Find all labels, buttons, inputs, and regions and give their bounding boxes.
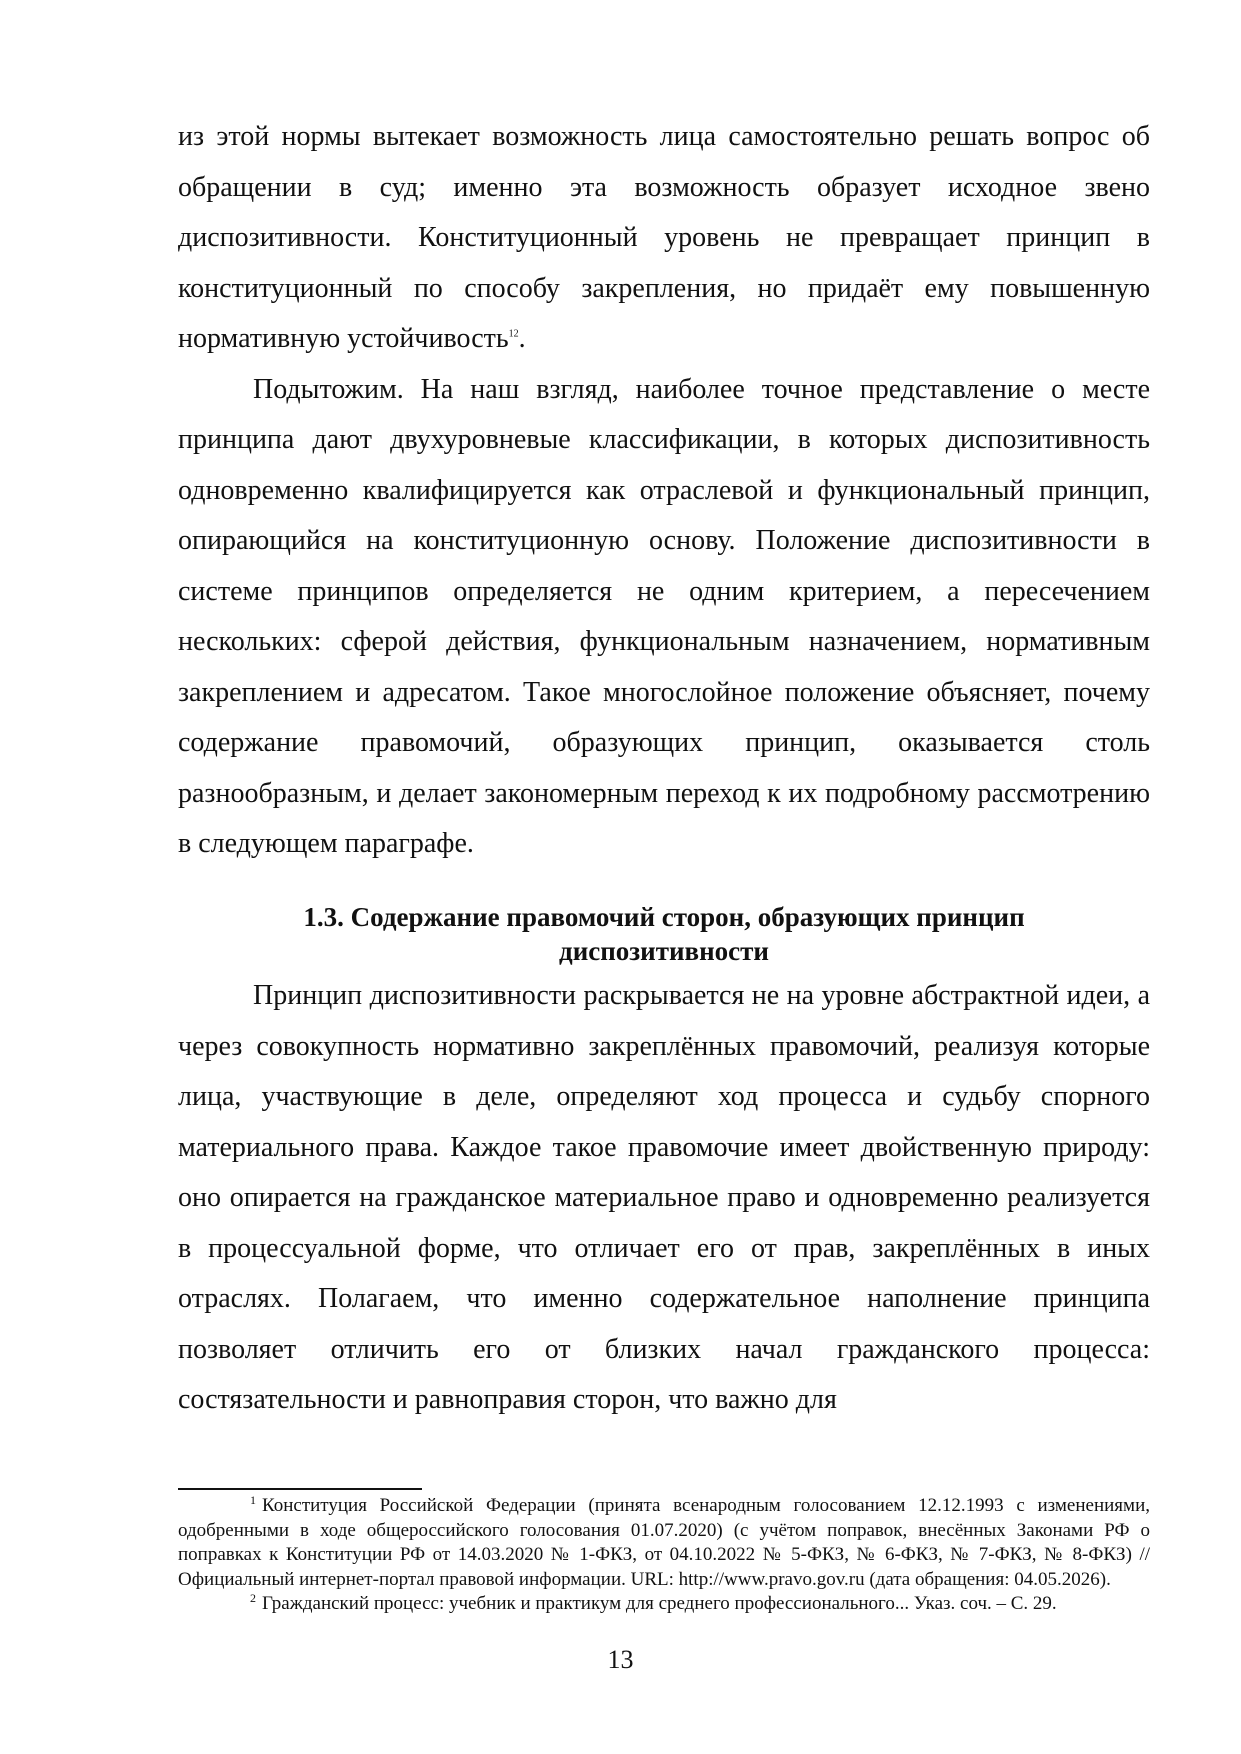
footnote-mark: 1 xyxy=(250,1492,256,1507)
page-number: 13 xyxy=(607,1645,634,1674)
body-text-bottom xyxy=(178,971,1150,1426)
footnote-mark: 2 xyxy=(250,1590,256,1605)
paragraph-tail: . xyxy=(518,323,526,354)
paragraph-text: из этой нормы вытекает возможность лица самостоятельно решать вопрос об обращении в суд; именно эта возможность образует исходное звено диспозитивности. Конституционный уровень не превращает принцип в конституционный по способу закрепления, но придаёт ему повышенную нормативную устойчивость xyxy=(178,121,1150,354)
section-heading-line2: диспозитивности xyxy=(559,936,769,966)
paragraph-section-intro: Принцип диспозитивности раскрывается не на уровне абстрактной идеи, а через совокупность нормативно закреплённых правомочий, реализуя которые лица, участвующие в деле, определяют ход процесса и судьбу спорного материального права. Каждое такое правомочие имеет двойственную природу: оно опирается на гражданское материальное право и одновременно реализуется в процессуальной форме, что отличает его от прав, закреплённых в иных отраслях. Полагаем, что именно содержательное наполнение принципа позволяет отличить его от близких начал гражданского процесса: состязательности и равноправия сторон, что важно для xyxy=(178,980,1150,1415)
paragraph-continuation xyxy=(178,112,1150,365)
footnote-separator xyxy=(178,1488,422,1490)
section-heading-line1: 1.3. Содержание правомочий сторон, образующих принцип xyxy=(303,902,1025,932)
footnote-item xyxy=(178,1494,1150,1592)
footnote-text: Гражданский процесс: учебник и практикум для среднего профессионального... Указ. соч. – С. 29. xyxy=(262,1593,1057,1614)
section-heading xyxy=(178,900,1150,968)
footnote-text: Конституция Российской Федерации (принята всенародным голосованием 12.12.1993 с изменениями, одобренными в ходе общероссийского голосования 01.07.2020) (с учётом поправок, внесённых Законами РФ о поправках к Конституции РФ от 14.03.2020 № 1-ФКЗ, от 04.10.2022 № 5-ФКЗ, № 6-ФКЗ, № 7-ФКЗ, № 8-ФКЗ) // Официальный интернет-портал правовой информации. URL: http://www.pravo.gov.ru (дата обращения: 04.05.2026). xyxy=(178,1495,1150,1590)
body-text-top xyxy=(178,112,1150,870)
footnote-reference[interactable]: 12 xyxy=(508,328,519,340)
footnote-item xyxy=(178,1592,1150,1617)
paragraph-summary: Подытожим. На наш взгляд, наиболее точное представление о месте принципа дают двухуровневые классификации, в которых диспозитивность одновременно квалифицируется как отраслевой и функциональный принцип, опирающийся на конституционную основу. Положение диспозитивности в системе принципов определяется не одним критерием, а пересечением нескольких: сферой действия, функциональным назначением, нормативным закреплением и адресатом. Такое многослойное положение объясняет, почему содержание правомочий, образующих принцип, оказывается столь разнообразным, и делает закономерным переход к их подробному рассмотрению в следующем параграфе. xyxy=(178,373,1150,859)
footnotes xyxy=(178,1494,1150,1617)
